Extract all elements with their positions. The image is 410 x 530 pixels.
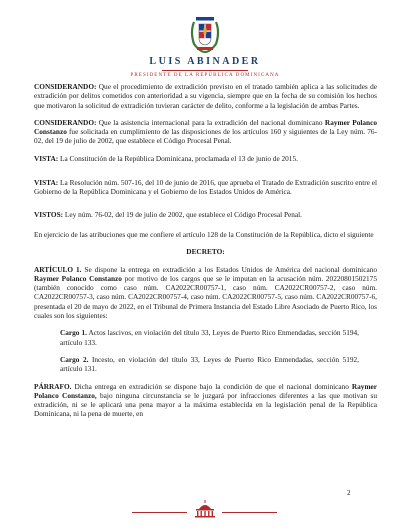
paragraph-text: fue solicitada en cumplimiento de las disposiciones de los artículos 160 y siguientes de la Ley núm. 76-02, del 19 de julio de 2002, que establece el Código Procesal Penal. [34, 127, 377, 146]
paragraph-text: La Resolución núm. 507-16, del 10 de junio de 2016, que aprueba el Tratado de Extradición suscrito entre el Gobierno de la República Dominicana y el Gobierno de los Estados Unidos de América. [34, 178, 377, 197]
paragraph-text: La Constitución de la República Dominicana, proclamada el 13 de junio de 2015. [58, 153, 298, 163]
paragraph-vista-1 [34, 154, 377, 163]
paragraph-considerando-1 [34, 82, 377, 110]
footer-divider-right [222, 512, 277, 513]
paragraph-text: En ejercicio de las atribuciones que me confiere el artículo 128 de la Constitución de la República, dicto el siguiente [34, 229, 374, 239]
paragraph-text: Ley núm. 76-02, del 19 de julio de 2002, que establece el Código Procesal Penal. [63, 209, 302, 219]
paragraph-text: Actos lascivos, en violación del título 33, Leyes de Puerto Rico Enmendadas, sección 5194, artículo 133. [60, 328, 359, 347]
paragraph-text: por motivo de los cargos que se le imputan en la acusación núm. 20220801502175 (también conocido como caso núm. CA2022CR00757-1, caso núm. CA2022CR00757-2, caso núm. CA2022CR00757-3, caso núm. CA2022CR00757-4, caso núm. CA2022CR00757-5, caso núm. CA2022CR00757-6, presentada el 20 de mayo de 2022, en el Tribunal de Primera Instancia del Estado Libre Asociado de Puerto Rico, los cuales son los siguientes: [34, 273, 377, 321]
paragraph-considerando-2 [34, 118, 377, 146]
paragraph-text: Que la asistencia internacional para la extradición del nacional dominicano [96, 117, 325, 127]
paragraph-label: VISTOS: [34, 209, 64, 219]
coat-of-arms-icon [188, 14, 222, 54]
paragraph-vista-2 [34, 178, 377, 197]
paragraph-text: Que el procedimiento de extradición previsto en el tratado también aplica a las solicitudes de extradición por delitos cometidos con anterioridad a su vigencia, siempre que en la fecha de su comisión los hechos que motivaron la solicitud de extradición tuvieran carácter de delito, conforme a la legislación de ambas Partes. [34, 82, 377, 110]
paragraph-label: PÁRRAFO. [34, 381, 72, 391]
person-name: Raymer Polanco Constanzo, [34, 381, 377, 400]
paragraph-atribuciones [34, 230, 377, 239]
paragraph-label: CONSIDERANDO: [34, 117, 97, 127]
paragraph-text: Se dispone la entrega en extradición a los Estados Unidos de América del nacional dominicano [81, 264, 377, 274]
page-number: 2 [347, 489, 351, 497]
article-label: ARTÍCULO 1. [34, 264, 82, 274]
person-name: Raymer Polanco Constanzo [34, 273, 122, 283]
footer-divider-left [132, 512, 187, 513]
paragraph-text: Incesto, en violación del título 33, Leyes de Puerto Rico Enmendadas, sección 5192, artículo 131. [60, 354, 359, 374]
charge-2 [60, 355, 359, 374]
paragraph-label: VISTA: [34, 153, 59, 163]
header-subtitle: PRESIDENTE DE LA REPÚBLICA DOMINICANA [130, 73, 280, 78]
person-name: Raymer Polanco Constanzo [34, 117, 377, 137]
decree-heading: DECRETO: [186, 247, 225, 257]
paragraph-text: Dicha entrega en extradición se dispone bajo la condición de que el nacional dominicano [71, 381, 352, 391]
header-name: LUIS ABINADER [149, 56, 261, 67]
charge-label: Cargo 2. [60, 354, 89, 364]
paragraph-label: VISTA: [34, 178, 59, 188]
header-divider [162, 70, 248, 71]
paragraph-label: CONSIDERANDO: [34, 82, 97, 91]
paragraph-text: bajo ninguna circunstancia se le juzgará por infracciones diferentes a las que motivan su extradición, ni se le aplicará una pena mayor a la máxima establecida en la legislación penal de la República Dominicana, ni la pena de muerte, en [34, 390, 377, 419]
article-1 [34, 265, 377, 321]
paragraph-parrafo [34, 382, 377, 419]
document-body [34, 82, 377, 427]
palace-icon [193, 500, 217, 518]
charge-1 [60, 328, 359, 347]
paragraph-vistos [34, 210, 377, 219]
charge-label: Cargo 1. [60, 328, 87, 338]
